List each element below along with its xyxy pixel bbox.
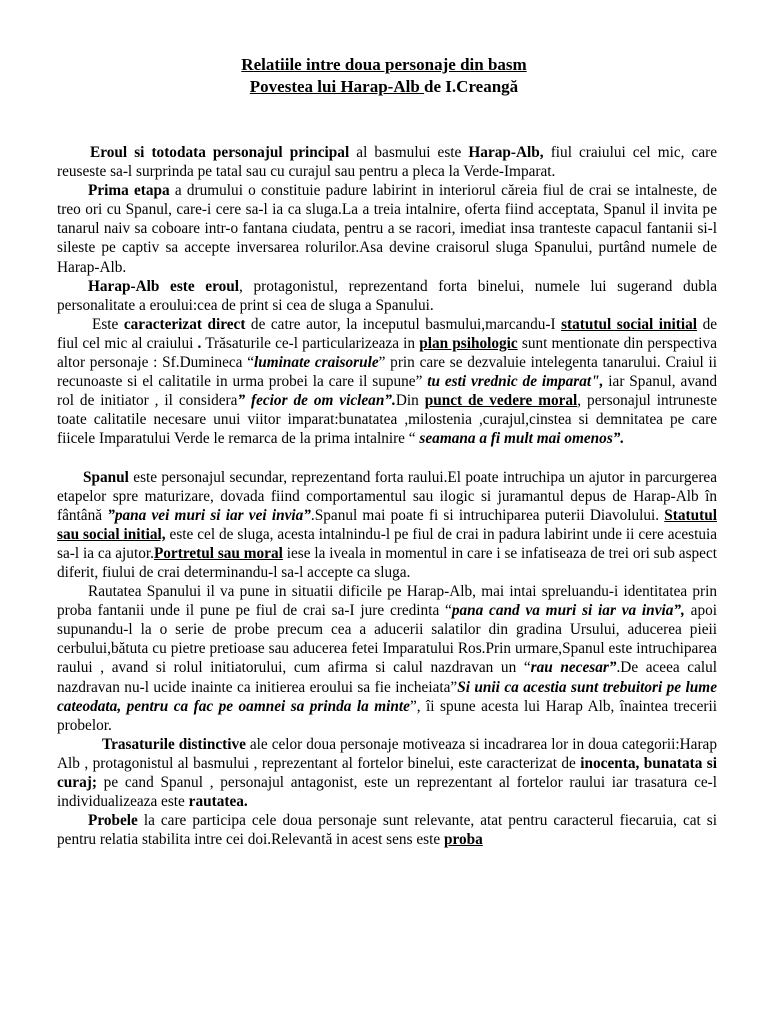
text-run: , protagonistul, reprezentand forta binelui, numele lui sugerand dubla personalitate a eroului:cea de print si cea de sluga a Spanului. bbox=[57, 277, 717, 314]
text-run: .De aceea calul nazdravan nu-l ucide inainte ca initierea eroului sa fie incheiata” bbox=[57, 659, 718, 696]
paragraph bbox=[57, 735, 717, 811]
emphasized-text: Eroul si totodata personajul principal bbox=[90, 144, 350, 161]
paragraph bbox=[57, 315, 717, 449]
text-run: ale celor doua personaje motiveaza si incadrarea lor in doua categorii:Harap Alb , protagonistul al basmului , reprezentant al fortelor binelui, este caracterizat de bbox=[57, 735, 717, 772]
text-run: ” prin care se dezvaluie intelegenta tanarului. Craiul ii recunoaste si el calitatile in urma probei la care il supune” bbox=[57, 354, 717, 391]
emphasized-text: Si unii ca acestia sunt trebuitori pe lume cateodata, pentru ca fac pe oamnei sa prinda la minte bbox=[57, 678, 717, 715]
emphasized-text: rau necesar” bbox=[530, 659, 617, 677]
text-run: al basmului este bbox=[349, 144, 469, 161]
paragraph-gap bbox=[57, 449, 717, 468]
text-run: Trăsaturile ce-l particularizeaza in bbox=[201, 334, 420, 352]
emphasized-text: Harap-Alb, bbox=[468, 144, 544, 161]
paragraph bbox=[57, 277, 717, 315]
title-author: de I.Creangă bbox=[424, 77, 519, 96]
emphasized-text: Spanul bbox=[83, 468, 129, 486]
emphasized-text: Harap-Alb este eroul bbox=[88, 277, 239, 295]
paragraph bbox=[57, 582, 717, 735]
text-run: Este bbox=[92, 315, 124, 333]
emphasized-text: Probele bbox=[88, 812, 138, 830]
emphasized-text: Portretul sau moral bbox=[153, 544, 283, 562]
emphasized-text: punct de vedere moral bbox=[424, 392, 578, 410]
emphasized-text: Trasaturile distinctive bbox=[102, 735, 246, 753]
emphasized-text: plan psihologic bbox=[419, 334, 518, 352]
emphasized-text: seamana a fi mult mai omenos”. bbox=[419, 430, 625, 448]
text-run: iar Spanul, avand rol de initiator , il considera bbox=[57, 373, 717, 410]
text-run: iese la iveala in momentul in care i se infatiseaza de trei ori sub aspect diferit, fiului de crai determinandu-l sa-l accepte ca sluga. bbox=[57, 544, 717, 581]
text-run: la care participa cele doua personaje sunt relevante, atat pentru caracterul fiecaruia, cat si pentru relatia stabilita intre cei doi.Relevantă in acest sens este bbox=[57, 812, 717, 849]
emphasized-text: luminate craisorule bbox=[254, 354, 379, 372]
paragraph bbox=[57, 811, 717, 849]
document-body bbox=[57, 143, 717, 849]
emphasized-text: caracterizat direct bbox=[123, 315, 246, 333]
emphasized-text: rautatea. bbox=[188, 793, 248, 811]
text-run: , personajul intruneste toate calitatile necesare unui viitor imparat:bunatatea ,milostenia ,curajul,cinstea si demnitatea pe care fiicele Imparatului Verde le remarca de la prima intalnire “ bbox=[57, 392, 718, 448]
text-run: a drumului o constituie padure labirint in interiorul căreia fiul de crai se intalneste, de treo ori cu Spanul, care-i cere sa-l ia ca sluga.La a treia intalnire, oferta fiind acceptata, Spanul il invita pe tanarul naiv sa coboare intr-o fantana ciudata, pentru a se racori, imediat insa tranteste capacul fantanii si-l sileste pe captiv sa accepte inversarea rolurilor.Asa devine craisorul sluga Spanului, purtând numele de Harap-Alb. bbox=[57, 182, 717, 276]
emphasized-text: Prima etapa bbox=[88, 182, 170, 200]
paragraph bbox=[57, 181, 717, 276]
text-run: este personajul secundar, reprezentand forta raului.El poate intruchipa un ajutor in parcurgerea etapelor spre maturizare, dovada fiind comportamentul sau ilogic si juramantul depus de Harap-Alb în fântână bbox=[57, 468, 717, 524]
document-subtitle bbox=[0, 77, 768, 97]
text-run: pe cand Spanul , personajul antagonist, este un reprezentant al fortelor raului iar trasatura ce-l individualizeaza este bbox=[57, 774, 717, 811]
emphasized-text: pana cand va muri si iar va invia”, bbox=[451, 602, 685, 620]
text-run: apoi supunandu-l la o serie de probe precum cea a aducerii salatilor din gradina Ursului, aducerea pieii cerbului,bătuta cu pietre pretioase sau aducerea fetei Imparatului Ros.Prin urmare,Spanul este intruchiparea raului , avand si rolul initiatorului, cum afirma si calul nazdravan un “ bbox=[57, 602, 717, 677]
emphasized-text: ”pana vei muri si iar vei invia” bbox=[107, 506, 311, 524]
emphasized-text: . bbox=[197, 334, 202, 352]
emphasized-text: Statutul sau social initial, bbox=[57, 506, 717, 543]
document-title bbox=[0, 55, 768, 75]
text-run: este cel de sluga, acesta intalnindu-l pe fiul de crai in padura labirint unde ii cere acestuia sa-l ia ca ajutor. bbox=[57, 525, 718, 562]
emphasized-text: ” fecior de om viclean”. bbox=[237, 392, 396, 410]
emphasized-text: statutul social initial bbox=[561, 315, 698, 333]
text-run: sunt mentionate din perspectiva altor personaje : Sf.Dumineca “ bbox=[57, 334, 717, 372]
text-run: Din bbox=[395, 392, 425, 410]
text-run: .Spanul mai poate fi si intruchiparea puterii Diavolului. bbox=[310, 506, 665, 524]
paragraph bbox=[57, 143, 717, 181]
text-run: de catre autor, la inceputul basmului,marcandu-I bbox=[245, 315, 562, 333]
text-run: de fiul cel mic al craiului bbox=[57, 315, 718, 352]
title-work-name: Povestea lui Harap-Alb bbox=[249, 77, 425, 96]
emphasized-text: inocenta, bunatata si curaj; bbox=[57, 754, 717, 791]
emphasized-text: tu esti vrednic de imparat", bbox=[427, 373, 604, 391]
text-run: ”, îi spune acesta lui Harap Alb, înaintea trecerii probelor. bbox=[57, 697, 717, 734]
text-run: Rautatea Spanului il va pune in situatii dificile pe Harap-Alb, mai intai spreluandu-i identitatea prin proba fantanii unde il pune pe fiul de crai sa-I jure credinta “ bbox=[57, 583, 717, 620]
title-line-1: Relatiile intre doua personaje din basm bbox=[241, 55, 527, 74]
emphasized-text: proba bbox=[443, 831, 483, 849]
paragraph bbox=[57, 468, 717, 583]
text-run: fiul craiului cel mic, care reuseste sa-l surprinda pe tatal sau cu curajul sau pentru a pleca la Verde-Imparat. bbox=[57, 144, 717, 181]
